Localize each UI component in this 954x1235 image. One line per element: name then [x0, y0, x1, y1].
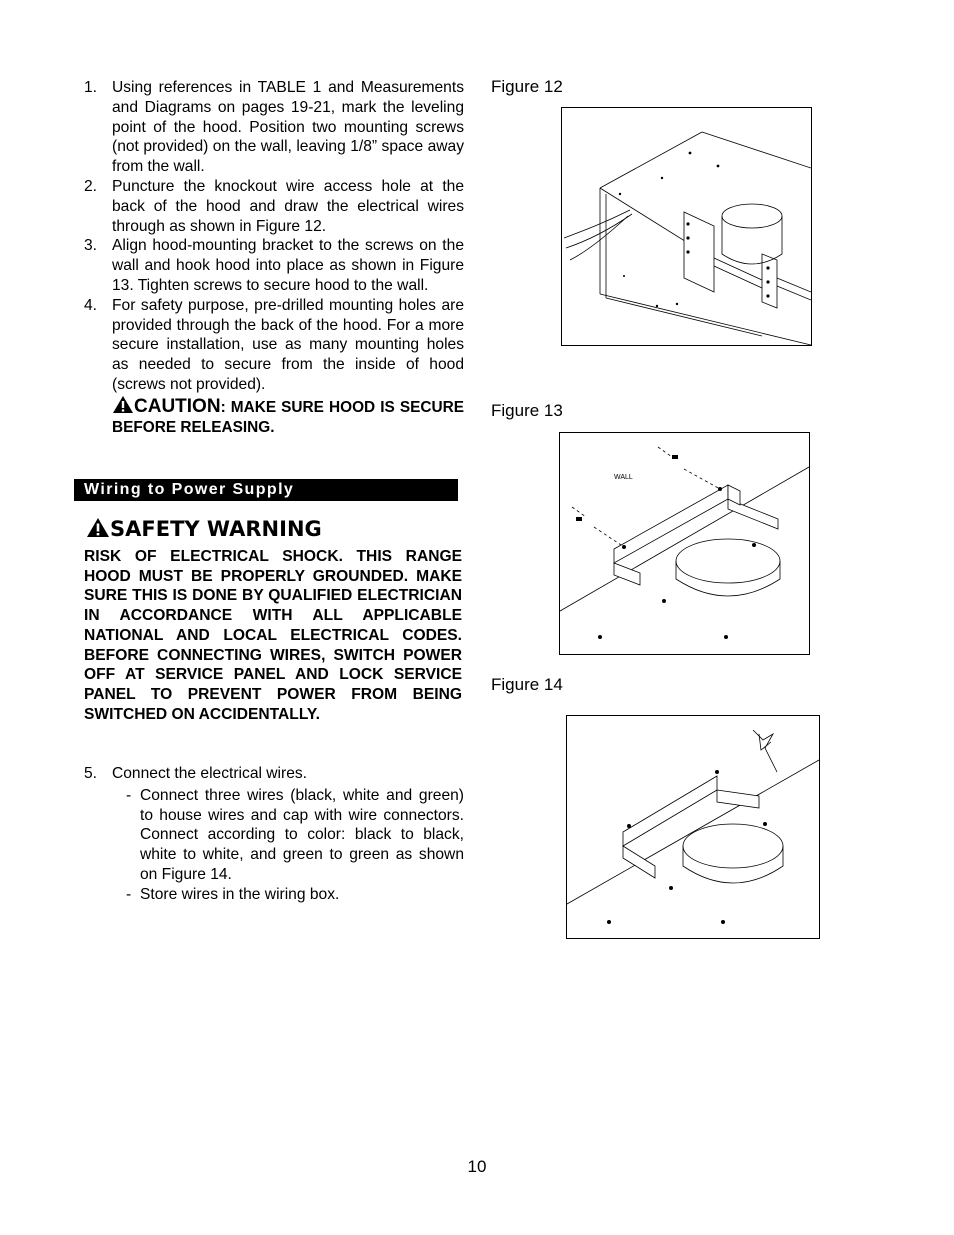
figure-14-label: Figure 14	[491, 675, 563, 694]
section-header: Wiring to Power Supply	[74, 479, 458, 501]
step-3: 3. Align hood-mounting bracket to the screws on the wall and hook hood into place as shown in Figure 13. Tighten screws to secure hood to the wall.	[84, 237, 464, 294]
figure-12-illustration	[561, 107, 812, 346]
figure-13-illustration	[559, 432, 810, 655]
figure-13-label: Figure 13	[491, 401, 563, 420]
page-number: 10	[467, 1157, 487, 1176]
mounting-bracket-drawing	[560, 433, 809, 654]
step-5-subitems	[84, 786, 464, 905]
hood-wiring-drawing	[562, 108, 811, 345]
step-5: 5. Connect the electrical wires. - Connect three wires (black, white and green) to house wires and cap with wire connectors. Connect according to color: black to black, white to white, and green to green as shown on Figure 14. - Store wires in the wiring box.	[84, 765, 464, 903]
step-4: 4. For safety purpose, pre-drilled mounting holes are provided through the back of the hood. For a more secure installation, use as many mounting holes as needed to secure from the inside of hood (screws not provided). CAUTION: MAKE SURE HOOD IS SECURE BEFORE RELEASING.	[84, 296, 464, 436]
list-item: - Connect three wires (black, white and green) to house wires and cap with wire connectors. Connect according to color: black to black, white to white, and green to green as shown on Figure 14.	[126, 786, 464, 883]
wire-connection-drawing	[567, 716, 819, 938]
safety-warning-heading: SAFETY WARNING	[86, 517, 322, 541]
step-2: 2. Puncture the knockout wire access hole at the back of the hood and draw the electrical wires through as shown in Figure 12.	[84, 177, 464, 235]
figure-14-illustration	[566, 715, 820, 939]
steps-list	[84, 78, 464, 437]
safety-warning-text: RISK OF ELECTRICAL SHOCK. THIS RANGE HOOD MUST BE PROPERLY GROUNDED. MAKE SURE THIS IS DONE BY QUALIFIED ELECTRICIAN IN ACCORDANCE WITH ALL APPLICABLE NATIONAL AND LOCAL ELECTRICAL CODES. BEFORE CONNECTING WIRES, SWITCH POWER OFF AT SERVICE PANEL AND LOCK SERVICE PANEL TO PREVENT POWER FROM BEING SWITCHED ON ACCIDENTALLY.	[84, 548, 462, 723]
wall-label: WALL	[614, 474, 633, 481]
step-1: 1. Using references in TABLE 1 and Measurements and Diagrams on pages 19-21, mark the leveling point of the hood. Position two mounting screws (not provided) on the wall, leaving 1/8” space away from the wall.	[84, 79, 464, 176]
figure-12-label: Figure 12	[491, 77, 563, 96]
warning-triangle-icon	[112, 395, 134, 414]
instructions-column	[84, 78, 464, 437]
caution-note: CAUTION: MAKE SURE HOOD IS SECURE BEFORE RELEASING.	[112, 395, 464, 436]
warning-triangle-icon	[86, 517, 110, 538]
list-item: - Store wires in the wiring box.	[126, 885, 340, 903]
